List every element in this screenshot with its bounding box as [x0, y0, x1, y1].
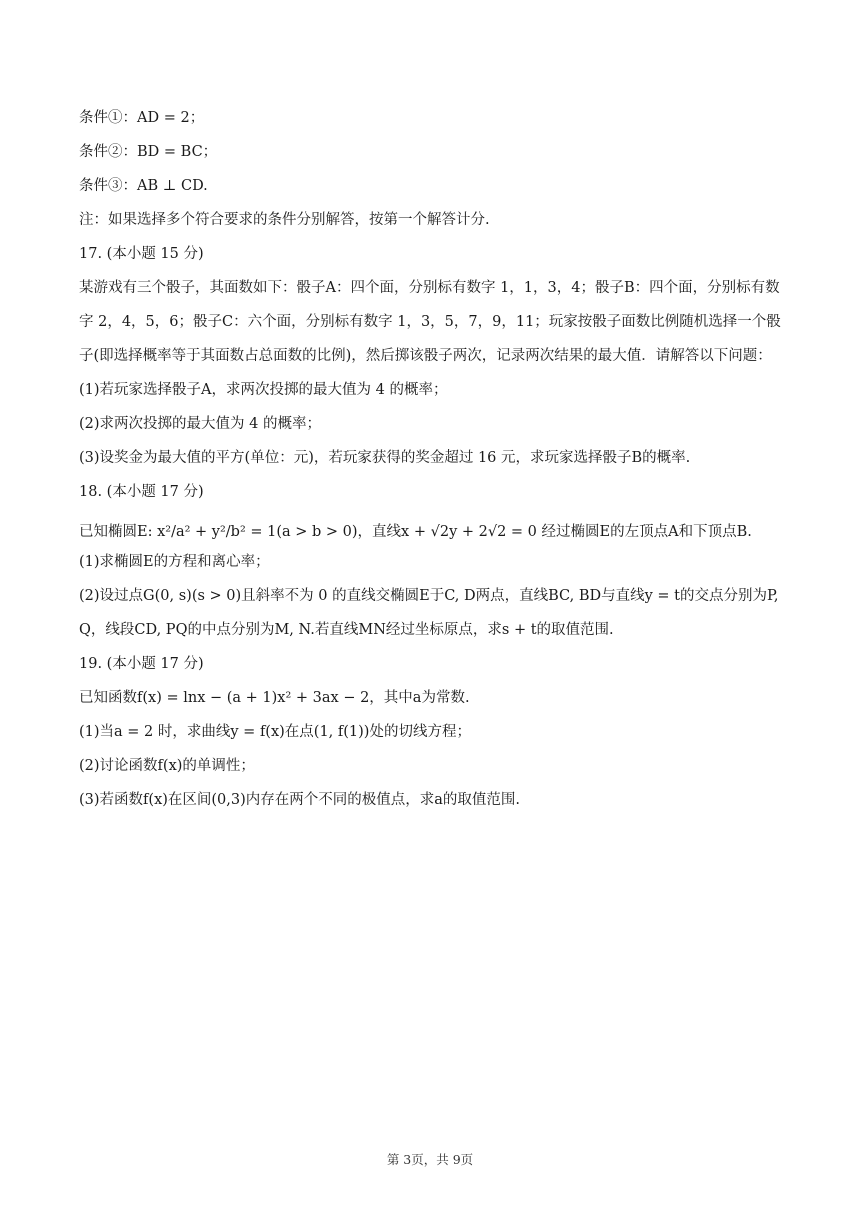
question-19-part-2: (2)讨论函数f(x)的单调性；	[79, 758, 255, 774]
question-17-part-2: (2)求两次投掷的最大值为 4 的概率；	[79, 416, 321, 432]
document-body	[79, 108, 784, 810]
condition-1: 条件①：AD = 2；	[79, 110, 205, 126]
question-19-part-1: (1)当a = 2 时，求曲线y = f(x)在点(1, f(1))处的切线方程；	[79, 724, 471, 740]
question-18-part-2: (2)设过点G(0, s)(s > 0)且斜率不为 0 的直线交椭圆E于C, D两点，直线BC, BD与直线y = t的交点分别为P, Q，线段CD, PQ的中点分别为M, N.若直线MN经过坐标原点，求s + t的取值范围.	[79, 588, 779, 638]
question-19-body: 已知函数f(x) = lnx − (a + 1)x² + 3ax − 2，其中a为常数.	[79, 690, 470, 706]
question-17-part-3: (3)设奖金为最大值的平方(单位：元)，若玩家获得的奖金超过 16 元，求玩家选择骰子B的概率.	[79, 450, 691, 466]
question-17-heading: 17. (本小题 15 分)	[79, 246, 204, 262]
condition-2: 条件②：BD = BC；	[79, 144, 218, 160]
question-19-part-3: (3)若函数f(x)在区间(0,3)内存在两个不同的极值点，求a的取值范围.	[79, 792, 521, 808]
question-18-heading: 18. (本小题 17 分)	[79, 484, 204, 500]
condition-3: 条件③：AB ⊥ CD.	[79, 178, 208, 194]
question-17-body: 某游戏有三个骰子，其面数如下：骰子A：四个面，分别标有数字 1，1，3，4；骰子B：四个面，分别标有数字 2，4，5，6；骰子C：六个面，分别标有数字 1，3，5，7，9，11；玩家按骰子面数比例随机选择一个骰子(即选择概率等于其面数占总面数的比例)，然后掷该骰子两次，记录两次结果的最大值．请解答以下问题：	[79, 280, 781, 364]
page-number-footer: 第 3页，共 9页	[386, 1152, 474, 1167]
question-17-part-1: (1)若玩家选择骰子A，求两次投掷的最大值为 4 的概率；	[79, 382, 448, 398]
scoring-note: 注：如果选择多个符合要求的条件分别解答，按第一个解答计分.	[79, 212, 490, 228]
question-18-part-1: (1)求椭圆E的方程和离心率；	[79, 554, 270, 570]
question-19-heading: 19. (本小题 17 分)	[79, 656, 204, 672]
question-18-body: 已知椭圆E: x²/a² + y²/b² = 1(a > b > 0)，直线x + √2y + 2√2 = 0 经过椭圆E的左顶点A和下顶点B.	[79, 524, 752, 540]
